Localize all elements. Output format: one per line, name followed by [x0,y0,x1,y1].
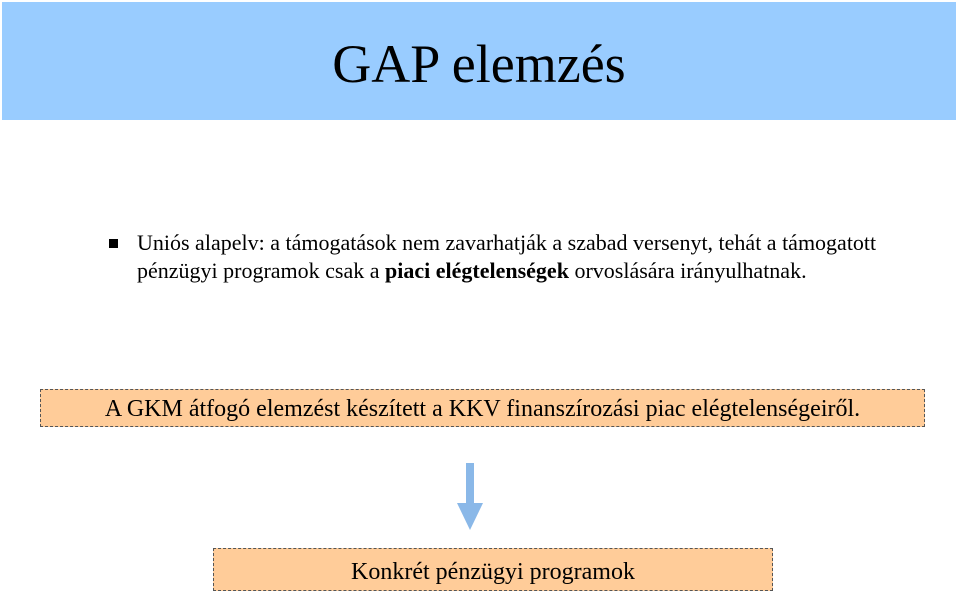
title-bar [2,2,956,120]
analysis-box: A GKM átfogó elemzést készített a KKV finanszírozási piac elégtelenségeiről. [40,389,925,427]
programs-box: Konkrét pénzügyi programok [213,548,773,591]
square-bullet-icon [109,239,118,248]
slide-title: GAP elemzés [332,34,626,94]
arrow-down-icon [455,463,485,531]
bullet-item [105,229,925,285]
bullet-text-bold: piaci elégtelenségek [385,258,569,283]
bullet-text-part1: Uniós alapelv: a támogatások nem zavarhatják a szabad versenyt, tehát a támogatott pénzügyi programok csak a [137,230,877,283]
bullet-text-part2: orvoslására irányulhatnak. [568,258,807,283]
bullet-text [137,229,925,285]
